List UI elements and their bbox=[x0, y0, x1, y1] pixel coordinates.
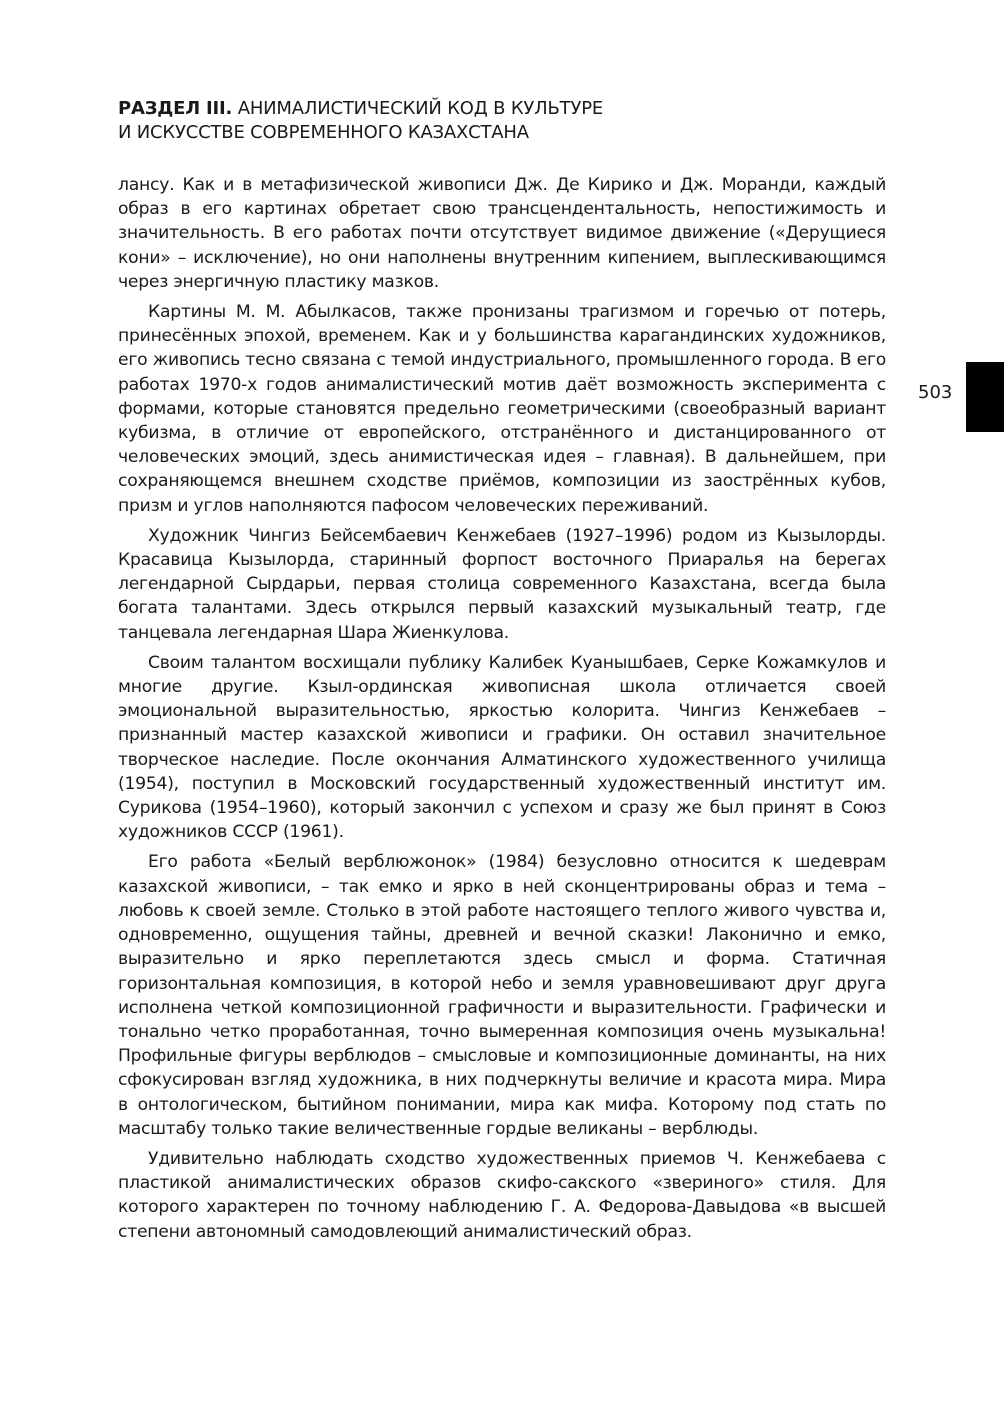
page-number: 503 bbox=[918, 382, 953, 403]
paragraph-5: Его работа «Белый верблюжонок» (1984) безусловно относится к шедеврам казахской живописи, – так емко и ярко в ней сконцентрированы образ и тема – любовь к своей земле. Столько в этой работе настоящего теплого живого чувства и, одновременно, ощущения тайны, древней и вечной сказки! Лаконично и емко, выразительно и ярко переплетаются здесь смысл и форма. Статичная горизонтальная композиция, в которой небо и земля уравновешивают друг друга исполнена четкой композиционной графичности и выразительности. Графически и тонально четко проработанная, точно вымеренная композиция очень музыкальна! Профильные фигуры верблюдов – смысловые и композиционные доминанты, на них сфокусирован взгляд художника, в них подчеркнуты величие и красота мира. Мира в онтологическом, бытийном понимании, мира как мифа. Которому под стать по масштабу только такие величественные гордые великаны – верблюды. bbox=[118, 852, 886, 1139]
paragraph-2: Картины М. М. Абылкасов, также пронизаны трагизмом и горечью от потерь, принесённых эпохой, временем. Как и у большинства карагандинских художников, его живопись тесно связана с темой индустриального, промышленного города. В его работах 1970-х годов анималистический мотив даёт возможность эксперимента с формами, которые становятся предельно геометрическими (своеобразный вариант кубизма, в отличие от европейского, отстранённого и дистанцированного от человеческих эмоций, здесь анимистическая идея – главная). В дальнейшем, при сохраняющемся внешнем сходстве приёмов, композиции из заострённых кубов, призм и углов наполняются пафосом человеческих переживаний. bbox=[118, 302, 886, 516]
paragraph-4: Своим талантом восхищали публику Калибек Куанышбаев, Серке Кожамкулов и многие другие. Кзыл-ординская живописная школа отличается своей эмоциональной выразительностью, яркостью колорита. Чингиз Кенжебаев – признанный мастер казахской живописи и графики. Он оставил значительное творческое наследие. После окончания Алматинского художественного училища (1954), поступил в Московский государственный художественный институт им. Сурикова (1954–1960), который закончил с успехом и сразу же был принят в Союз художников СССР (1961). bbox=[118, 652, 886, 843]
paragraph-1: лансу. Как и в метафизической живописи Дж. Де Кирико и Дж. Моранди, каждый образ в его картинах обретает свою трансцендентальность, непостижимость и значительность. В его работах почти отсутствует видимое движение («Дерущиеся кони» – исключение), но они наполнены внутренним кипением, выплескивающимся через энергичную пластику мазков. bbox=[118, 175, 886, 292]
paragraph-6: Удивительно наблюдать сходство художественных приемов Ч. Кенжебаева с пластикой анималистических образов скифо-сакского «звериного» стиля. Для которого характерен по точному наблюдению Г. А. Федорова-Давыдова «в высшей степени автономный самодовлеющий анималистический образ. bbox=[118, 1148, 886, 1242]
header-line-1 bbox=[118, 97, 818, 121]
thumb-index-tab bbox=[966, 362, 1004, 432]
section-label: РАЗДЕЛ III. bbox=[118, 98, 233, 119]
running-header bbox=[118, 97, 818, 145]
section-title-line-1: АНИМАЛИСТИЧЕСКИЙ КОД В КУЛЬТУРЕ bbox=[237, 98, 604, 119]
paragraph-3: Художник Чингиз Бейсембаевич Кенжебаев (1927–1996) родом из Кызылорды. Красавица Кызылорда, старинный форпост восточного Приаралья на берегах легендарной Сырдарьи, первая столица современного Казахстана, всегда была богата талантами. Здесь открылся первый казахский музыкальный театр, где танцевала легендарная Шара Жиенкулова. bbox=[118, 525, 886, 643]
body-text bbox=[118, 173, 886, 1250]
section-title-line-2: И ИСКУССТВЕ СОВРЕМЕННОГО КАЗАХСТАНА bbox=[118, 122, 529, 143]
